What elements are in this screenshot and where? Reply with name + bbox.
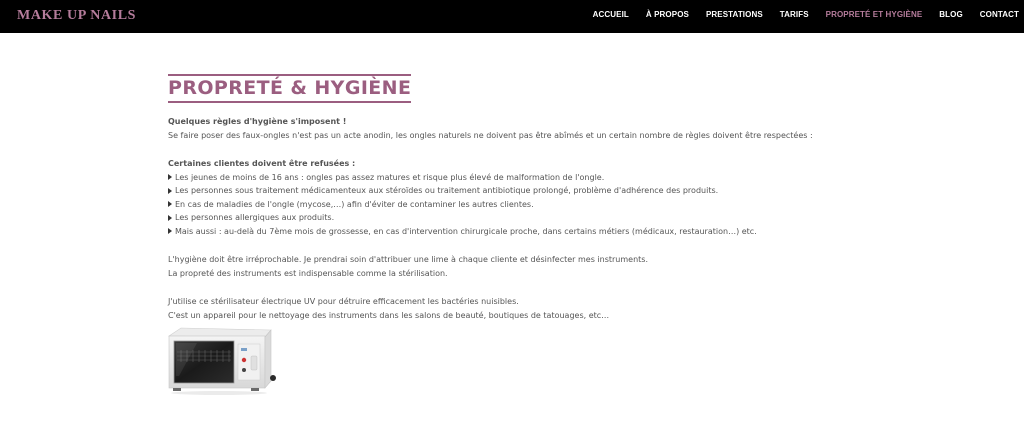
top-navigation-bar xyxy=(0,0,1024,33)
refused-list xyxy=(168,171,858,239)
hygiene-paragraph-2: La propreté des instruments est indispensable comme la stérilisation. xyxy=(168,268,448,278)
hygiene-section xyxy=(168,253,858,280)
uv-paragraph-1: J'utilise ce stérilisateur électrique UV pour détruire efficacement les bactéries nuisibles. xyxy=(168,297,519,306)
list-item-text: Les jeunes de moins de 16 ans : ongles pas assez matures et risque plus élevé de malformation de l'ongle. xyxy=(175,172,605,182)
intro-text: Se faire poser des faux-ongles n'est pas un acte anodin, les ongles naturels ne doivent pas être abîmés et un certain nombre de règles doivent être respectées : xyxy=(168,130,813,140)
nav-item-a-propos[interactable]: À PROPOS xyxy=(645,10,689,19)
hygiene-paragraph-1: L'hygiène doit être irréprochable. Je prendrai soin d'attribuer une lime à chaque cliente et désinfecter mes instruments. xyxy=(168,255,648,264)
uv-section xyxy=(168,295,858,322)
triangle-bullet-icon xyxy=(168,188,172,194)
nav-item-proprete-hygiene[interactable]: PROPRETÉ ET HYGIÈNE xyxy=(825,10,923,19)
refused-section xyxy=(168,157,858,238)
brand-logo-link[interactable]: MAKE UP NAILS xyxy=(17,8,137,23)
list-item-text: En cas de maladies de l'ongle (mycose,…) afin d'éviter de contaminer les autres clientes. xyxy=(175,199,534,209)
uv-sterilizer-image xyxy=(167,326,279,396)
triangle-bullet-icon xyxy=(168,228,172,234)
list-item-text: Mais aussi : au-delà du 7ème mois de grossesse, en cas d'intervention chirurgicale proche, dans certains métiers (médicaux, restauration…) etc. xyxy=(175,226,757,236)
triangle-bullet-icon xyxy=(168,215,172,221)
page-title: PROPRETÉ & HYGIÈNE xyxy=(168,77,412,99)
list-item xyxy=(168,225,858,239)
page-title-frame xyxy=(168,74,411,103)
main-content xyxy=(168,74,858,322)
nav-item-prestations[interactable]: PRESTATIONS xyxy=(705,10,763,19)
list-item-text: Les personnes sous traitement médicamenteux aux stéroïdes ou traitement antibiotique prolongé, problème d'adhérence des produits. xyxy=(175,186,719,195)
list-item-text: Les personnes allergiques aux produits. xyxy=(175,213,335,222)
intro-section xyxy=(168,115,858,142)
intro-heading: Quelques règles d'hygiène s'imposent ! xyxy=(168,117,347,126)
nav-item-blog[interactable]: BLOG xyxy=(939,10,963,19)
list-item xyxy=(168,171,858,185)
uv-paragraph-2: C'est un appareil pour le nettoyage des instruments dans les salons de beauté, boutiques de tatouages, etc… xyxy=(168,310,610,320)
triangle-bullet-icon xyxy=(168,174,172,180)
main-nav xyxy=(576,10,1019,19)
list-item xyxy=(168,184,858,198)
nav-item-accueil[interactable]: ACCUEIL xyxy=(592,10,629,19)
refused-heading: Certaines clientes doivent être refusées : xyxy=(168,159,356,168)
triangle-bullet-icon xyxy=(168,201,172,207)
nav-item-contact[interactable]: CONTACT xyxy=(979,10,1019,19)
list-item xyxy=(168,198,858,212)
nav-item-tarifs[interactable]: TARIFS xyxy=(779,10,809,19)
list-item xyxy=(168,211,858,225)
